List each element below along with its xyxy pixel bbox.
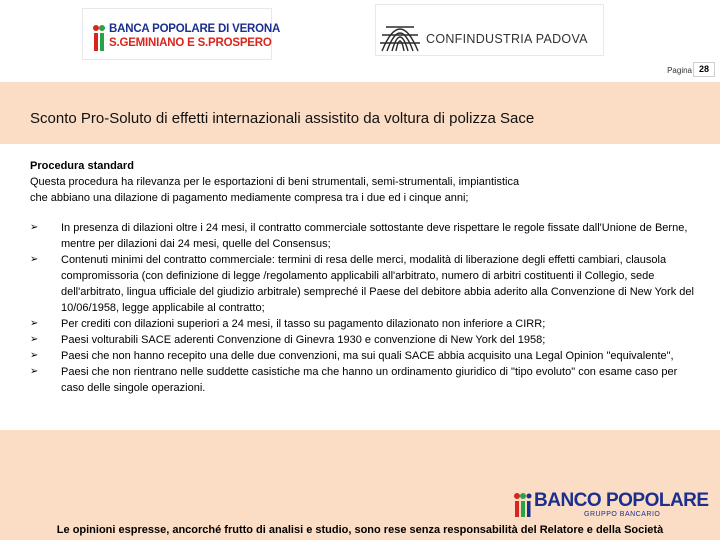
bpv-logo-line1: BANCA POPOLARE DI VERONA bbox=[109, 23, 281, 35]
confindustria-emblem-icon bbox=[378, 7, 422, 53]
confindustria-logo-name: CONFINDUSTRIA PADOVA bbox=[426, 32, 588, 46]
bullet-text: Contenuti minimi del contratto commerciale: termini di resa delle merci, modalità di liberazione degli effetti cambiari, clausola compromissoria (con definizione di legge /regolamento applicabili all'arbitrato, numero di arbitri costituenti il Collegio, sede dell'arbitrato, lingua ufficiale del giudizio arbitrale) sempreché il Paese del debitore abbia aderito alla Convenzione di New York del 10/06/1958, legge applicabile al contratto; bbox=[61, 254, 694, 314]
banco-popolare-logo-name: BANCO POPOLARE bbox=[534, 490, 709, 511]
intro bbox=[30, 158, 519, 206]
arrowhead-bullet-icon: ➢ bbox=[30, 254, 39, 265]
bullet-text: In presenza di dilazioni oltre i 24 mesi, il contratto commerciale sottostante deve rispettare le regole fissate dall'Unione de Berne, mentre per dilazioni dai 24 mesi, quelle del Consensus; bbox=[61, 222, 688, 250]
arrowhead-bullet-icon: ➢ bbox=[30, 222, 39, 233]
content-area bbox=[0, 148, 720, 430]
bullet-text: Paesi volturabili SACE aderenti Convenzione di Ginevra 1930 e convenzione di New York del 1958; bbox=[61, 334, 546, 346]
bpv-figure-icon bbox=[91, 23, 107, 53]
arrowhead-bullet-icon: ➢ bbox=[30, 350, 39, 361]
list-item bbox=[30, 348, 695, 364]
bullet-text: Paesi che non rientrano nelle suddette casistiche ma che hanno un ordinamento giuridico di "tipo evoluto" con esame caso per caso delle singole operazioni. bbox=[61, 366, 678, 394]
arrowhead-bullet-icon: ➢ bbox=[30, 366, 39, 377]
intro-heading: Procedura standard bbox=[30, 160, 134, 172]
bullet-text: Per crediti con dilazioni superiori a 24 mesi, il tasso su pagamento dilazionato non inferiore a CIRR; bbox=[61, 318, 546, 330]
list-item bbox=[30, 332, 695, 348]
page-number: 28 bbox=[693, 62, 715, 77]
page-title: Sconto Pro-Soluto di effetti internazionali assistito da voltura di polizza Sace bbox=[30, 110, 535, 127]
banca-popolare-verona-logo bbox=[82, 8, 281, 60]
page-label: Pagina bbox=[667, 66, 692, 75]
intro-line-2: che abbiano una dilazione di pagamento mediamente compresa tra i due ed i cinque anni; bbox=[30, 192, 469, 204]
banco-popolare-logo bbox=[512, 490, 709, 524]
bullet-list bbox=[30, 220, 695, 396]
list-item bbox=[30, 220, 695, 252]
confindustria-padova-logo bbox=[375, 4, 604, 56]
banco-popolare-figure-icon bbox=[512, 492, 532, 518]
arrowhead-bullet-icon: ➢ bbox=[30, 318, 39, 329]
bullet-text: Paesi che non hanno recepito una delle due convenzioni, ma sui quali SACE abbia acquisito una Legal Opinion "equivalente", bbox=[61, 350, 674, 362]
bpv-logo-line2: S.GEMINIANO E S.PROSPERO bbox=[109, 37, 272, 49]
intro-line-1: Questa procedura ha rilevanza per le esportazioni di beni strumentali, semi-strumentali, impiantistica bbox=[30, 176, 520, 188]
banco-popolare-logo-subtitle: GRUPPO BANCARIO bbox=[584, 511, 661, 518]
list-item bbox=[30, 316, 695, 332]
list-item bbox=[30, 252, 695, 316]
disclaimer: Le opinioni espresse, ancorché frutto di analisi e studio, sono rese senza responsabilità del Relatore e della Società bbox=[56, 524, 664, 536]
arrowhead-bullet-icon: ➢ bbox=[30, 334, 39, 345]
list-item bbox=[30, 364, 695, 396]
